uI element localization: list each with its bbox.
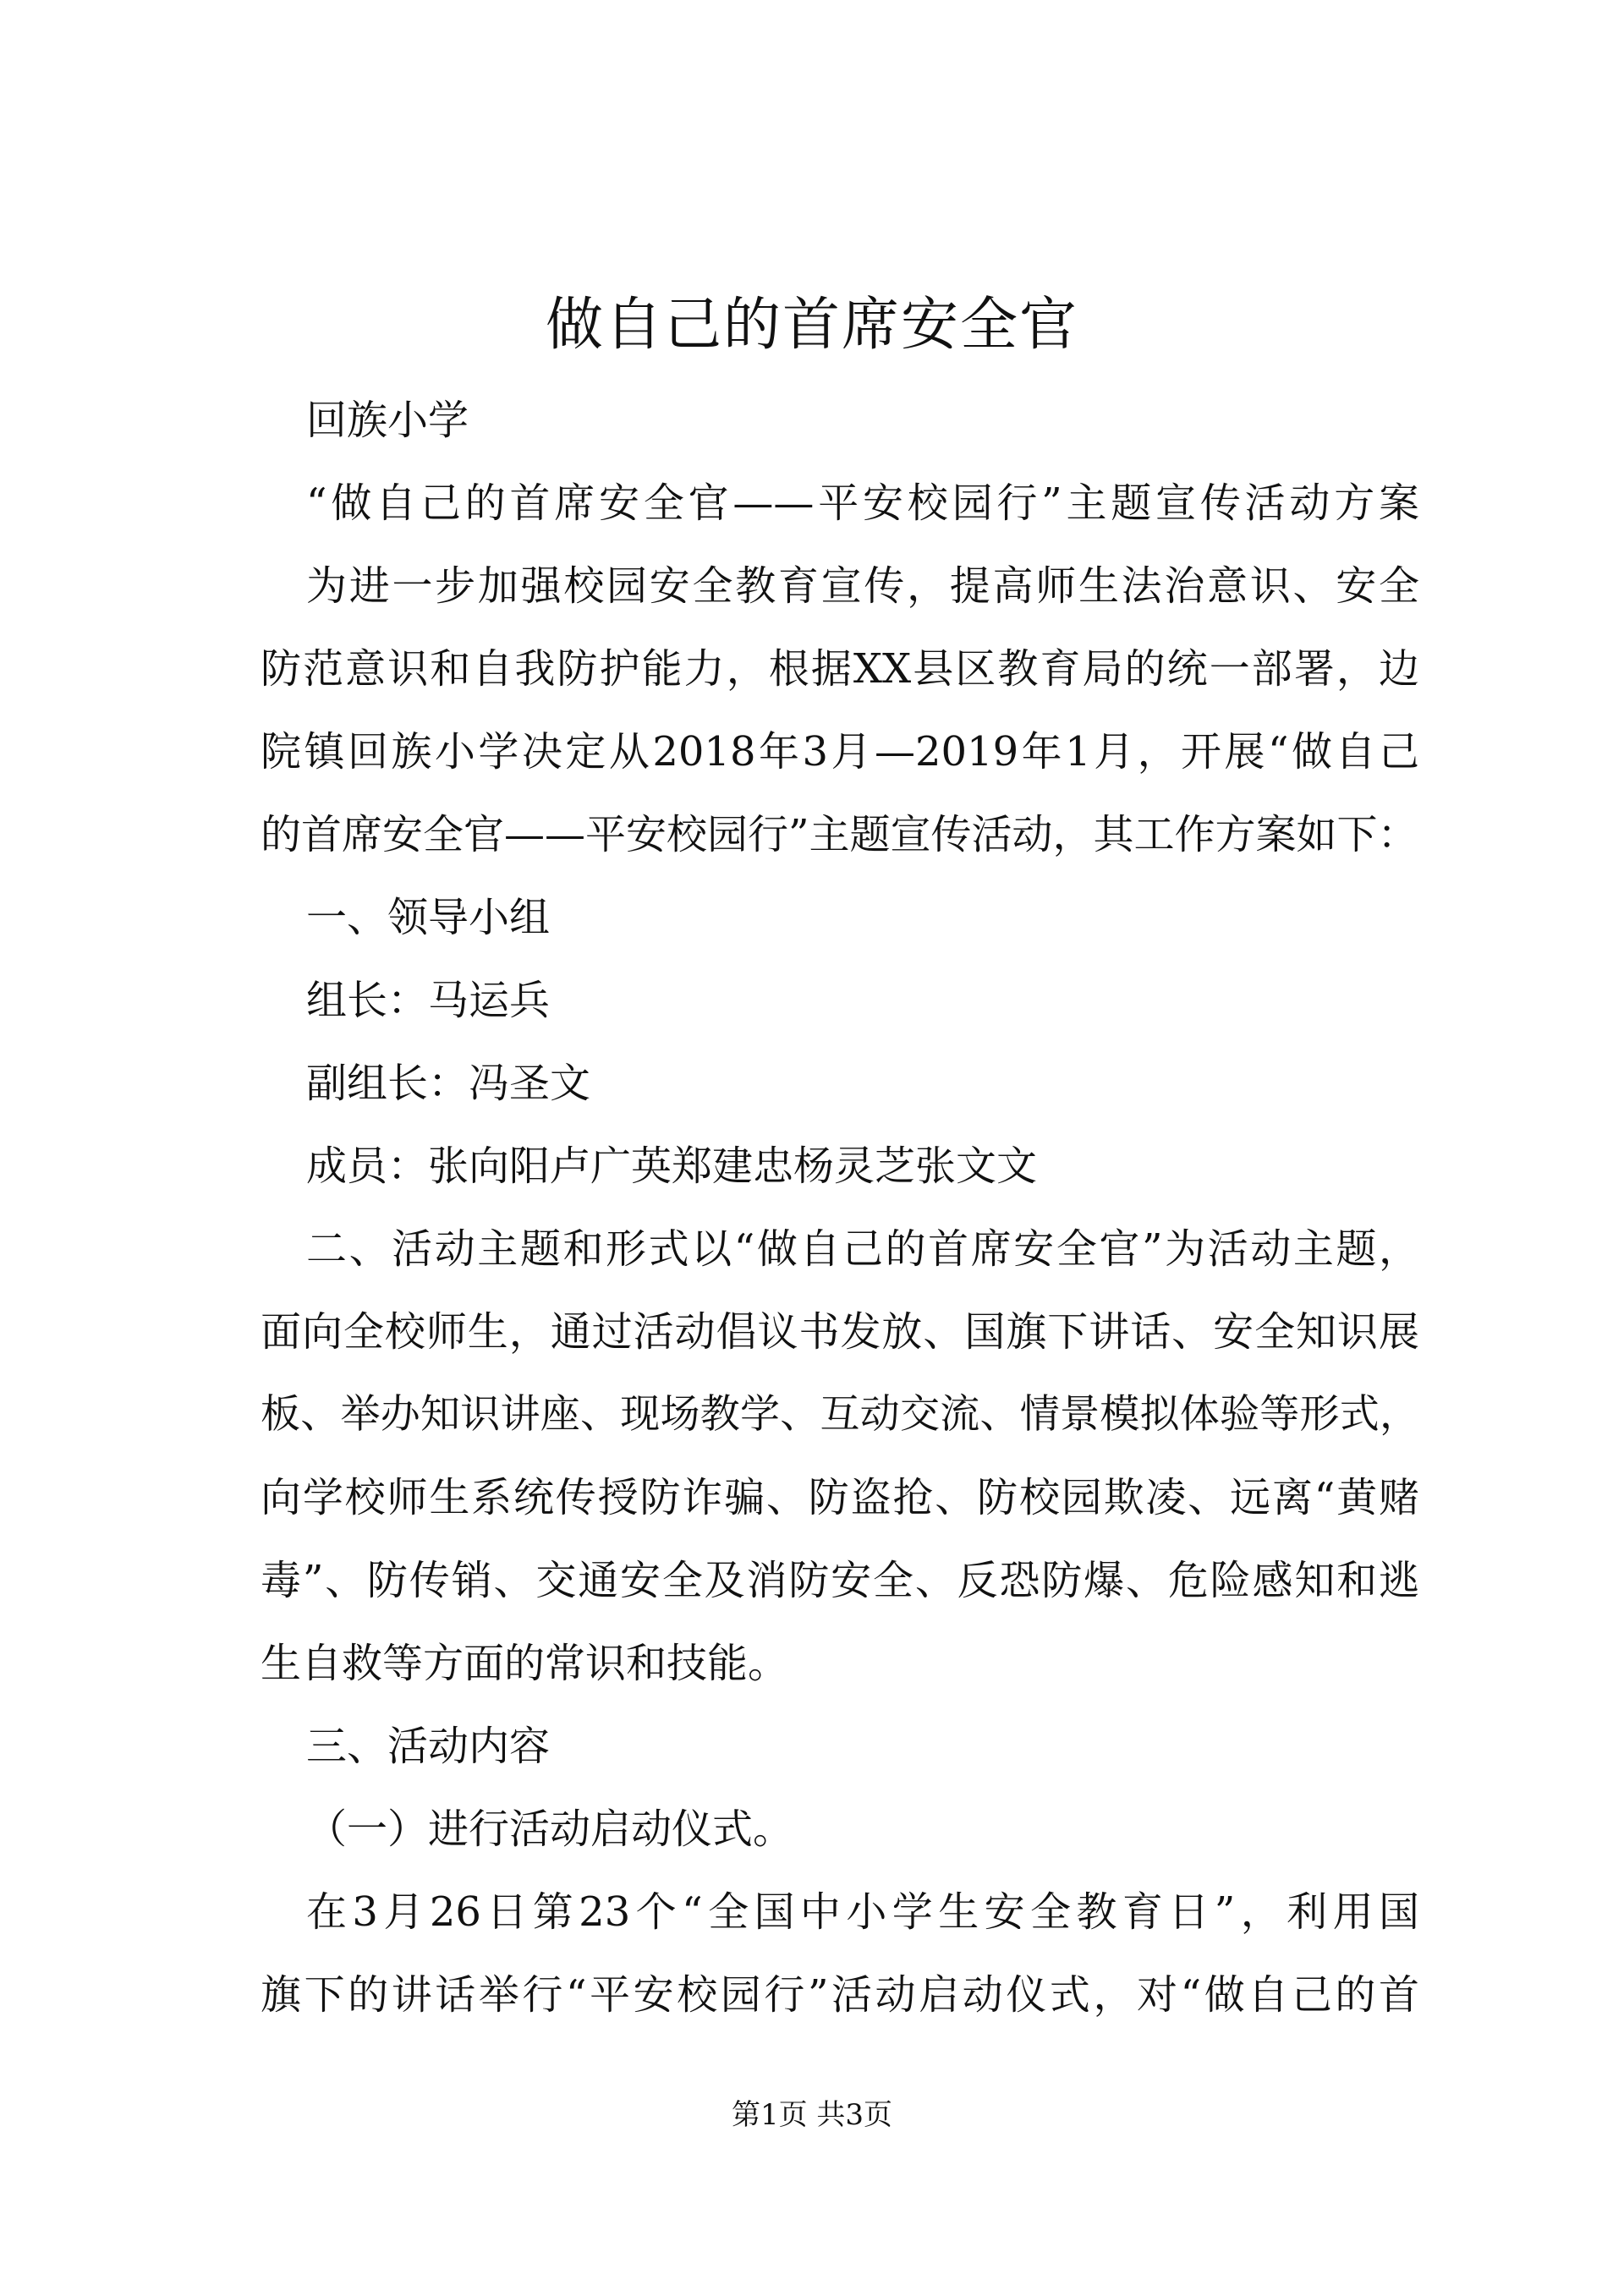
text-line: 毒”、防传销、交通安全及消防安全、反恐防爆、危险感知和逃 [261, 1557, 1419, 1604]
text-line: （一）进行活动启动仪式。 [306, 1806, 794, 1853]
text-line: 三、活动内容 [306, 1723, 551, 1770]
text-line: 旗下的讲话举行“平安校园行”活动启动仪式，对“做自己的首 [261, 1971, 1419, 2019]
page-footer: 第1页 共3页 [731, 2098, 893, 2132]
document-title: 做自己的首席安全官 [545, 292, 1078, 359]
text-line: 防范意识和自我防护能力，根据XX县区教育局的统一部署，边 [261, 645, 1419, 693]
text-line: 生自救等方面的常识和技能。 [261, 1640, 789, 1687]
text-line: 副组长：冯圣文 [306, 1060, 591, 1107]
text-line: 在3月26日第23个“全国中小学生安全教育日”，利用国 [306, 1888, 1419, 1936]
text-line: 面向全校师生，通过活动倡议书发放、国旗下讲话、安全知识展 [261, 1308, 1419, 1356]
text-line: 回族小学 [306, 397, 469, 444]
text-line: 为进一步加强校园安全教育宣传，提高师生法治意识、安全 [306, 562, 1419, 610]
text-line: 成员：张向阳卢广英郑建忠杨灵芝张文文 [306, 1143, 1038, 1190]
text-line: 组长：马运兵 [306, 977, 551, 1024]
document-body [261, 379, 1419, 2036]
text-line: 板、举办知识讲座、现场教学、互动交流、情景模拟体验等形式， [261, 1391, 1419, 1438]
text-line: 院镇回族小学决定从2018年3月—2019年1月，开展“做自己 [261, 728, 1419, 775]
text-line: “做自己的首席安全官——平安校园行”主题宣传活动方案 [306, 479, 1419, 527]
text-line: 二、活动主题和形式以“做自己的首席安全官”为活动主题， [306, 1225, 1419, 1273]
text-line: 一、领导小组 [306, 894, 551, 941]
text-line: 的首席安全官——平安校园行”主题宣传活动，其工作方案如下： [261, 811, 1418, 858]
text-line: 向学校师生系统传授防诈骗、防盗抢、防校园欺凌、远离“黄赌 [261, 1474, 1419, 1521]
